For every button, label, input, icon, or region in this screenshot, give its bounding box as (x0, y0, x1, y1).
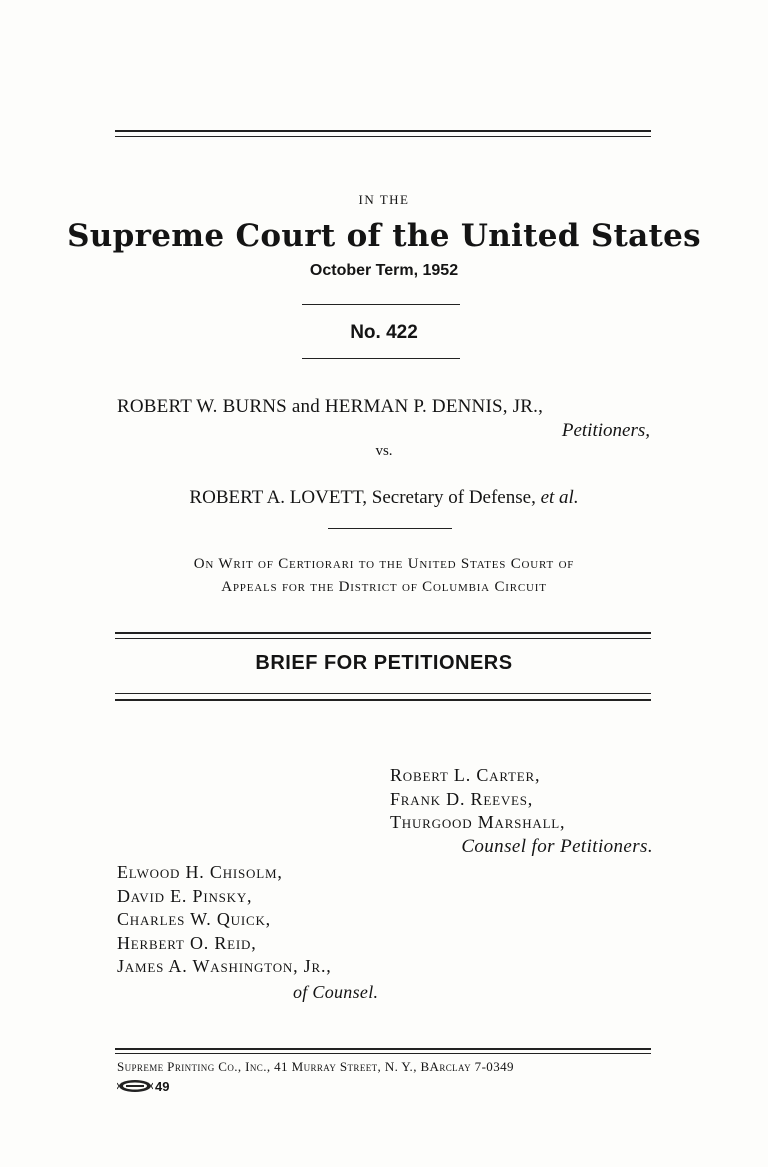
respondent-name: ROBERT A. LOVETT, Secretary of Defense, (189, 487, 541, 508)
parties-rule (328, 528, 452, 529)
union-label (117, 1078, 169, 1094)
title-rule-bottom-1 (115, 693, 651, 694)
of-counsel-name: James A. Washington, Jr., (117, 956, 332, 976)
versus-label: vs. (375, 443, 393, 459)
footer-rule-1 (115, 1048, 651, 1050)
counsel-name: Frank D. Reeves, (390, 788, 534, 809)
docket-number: No. 422 (350, 322, 418, 343)
counsel-name: Thurgood Marshall, (390, 812, 566, 832)
brief-title: BRIEF FOR PETITIONERS (255, 652, 513, 674)
title-rule-top-2 (115, 638, 651, 639)
footer-rule-2 (115, 1053, 651, 1054)
union-label-icon (117, 1078, 153, 1094)
union-number: 49 (155, 1078, 170, 1094)
of-counsel-name: Elwood H. Chisolm, (117, 862, 283, 882)
of-counsel-list (117, 861, 332, 979)
printer-imprint: Supreme Printing Co., Inc., 41 Murray Street, N. Y., BArclay 7-0349 (117, 1059, 514, 1074)
counsel-role: Counsel for Petitioners. (461, 836, 653, 857)
top-rule-2 (115, 136, 651, 137)
of-counsel-name: Herbert O. Reid, (117, 932, 257, 953)
writ-caption (0, 553, 768, 599)
petitioners-label: Petitioners, (561, 420, 650, 441)
writ-line-1: On Writ of Certiorari to the United States Court of (193, 556, 575, 572)
docket-rule-bottom (302, 358, 460, 359)
court-name: Supreme Court of the United States (67, 218, 701, 254)
petitioners-names: ROBERT W. BURNS and HERMAN P. DENNIS, JR., (117, 396, 544, 417)
counsel-name: Robert L. Carter, (390, 765, 541, 785)
docket-rule-top (302, 304, 460, 305)
in-the-label: IN THE (358, 192, 410, 207)
writ-line-2: Appeals for the District of Columbia Circuit (221, 579, 547, 595)
title-rule-bottom-2 (115, 699, 651, 701)
of-counsel-role: of Counsel. (293, 982, 379, 1002)
term-label: October Term, 1952 (309, 262, 459, 279)
respondent-suffix: et al. (540, 487, 579, 508)
of-counsel-name: David E. Pinsky, (117, 885, 253, 906)
title-rule-top-1 (115, 632, 651, 634)
counsel-list (390, 764, 565, 835)
of-counsel-name: Charles W. Quick, (117, 909, 271, 929)
top-rule-1 (115, 130, 651, 132)
respondent-line (0, 487, 768, 509)
